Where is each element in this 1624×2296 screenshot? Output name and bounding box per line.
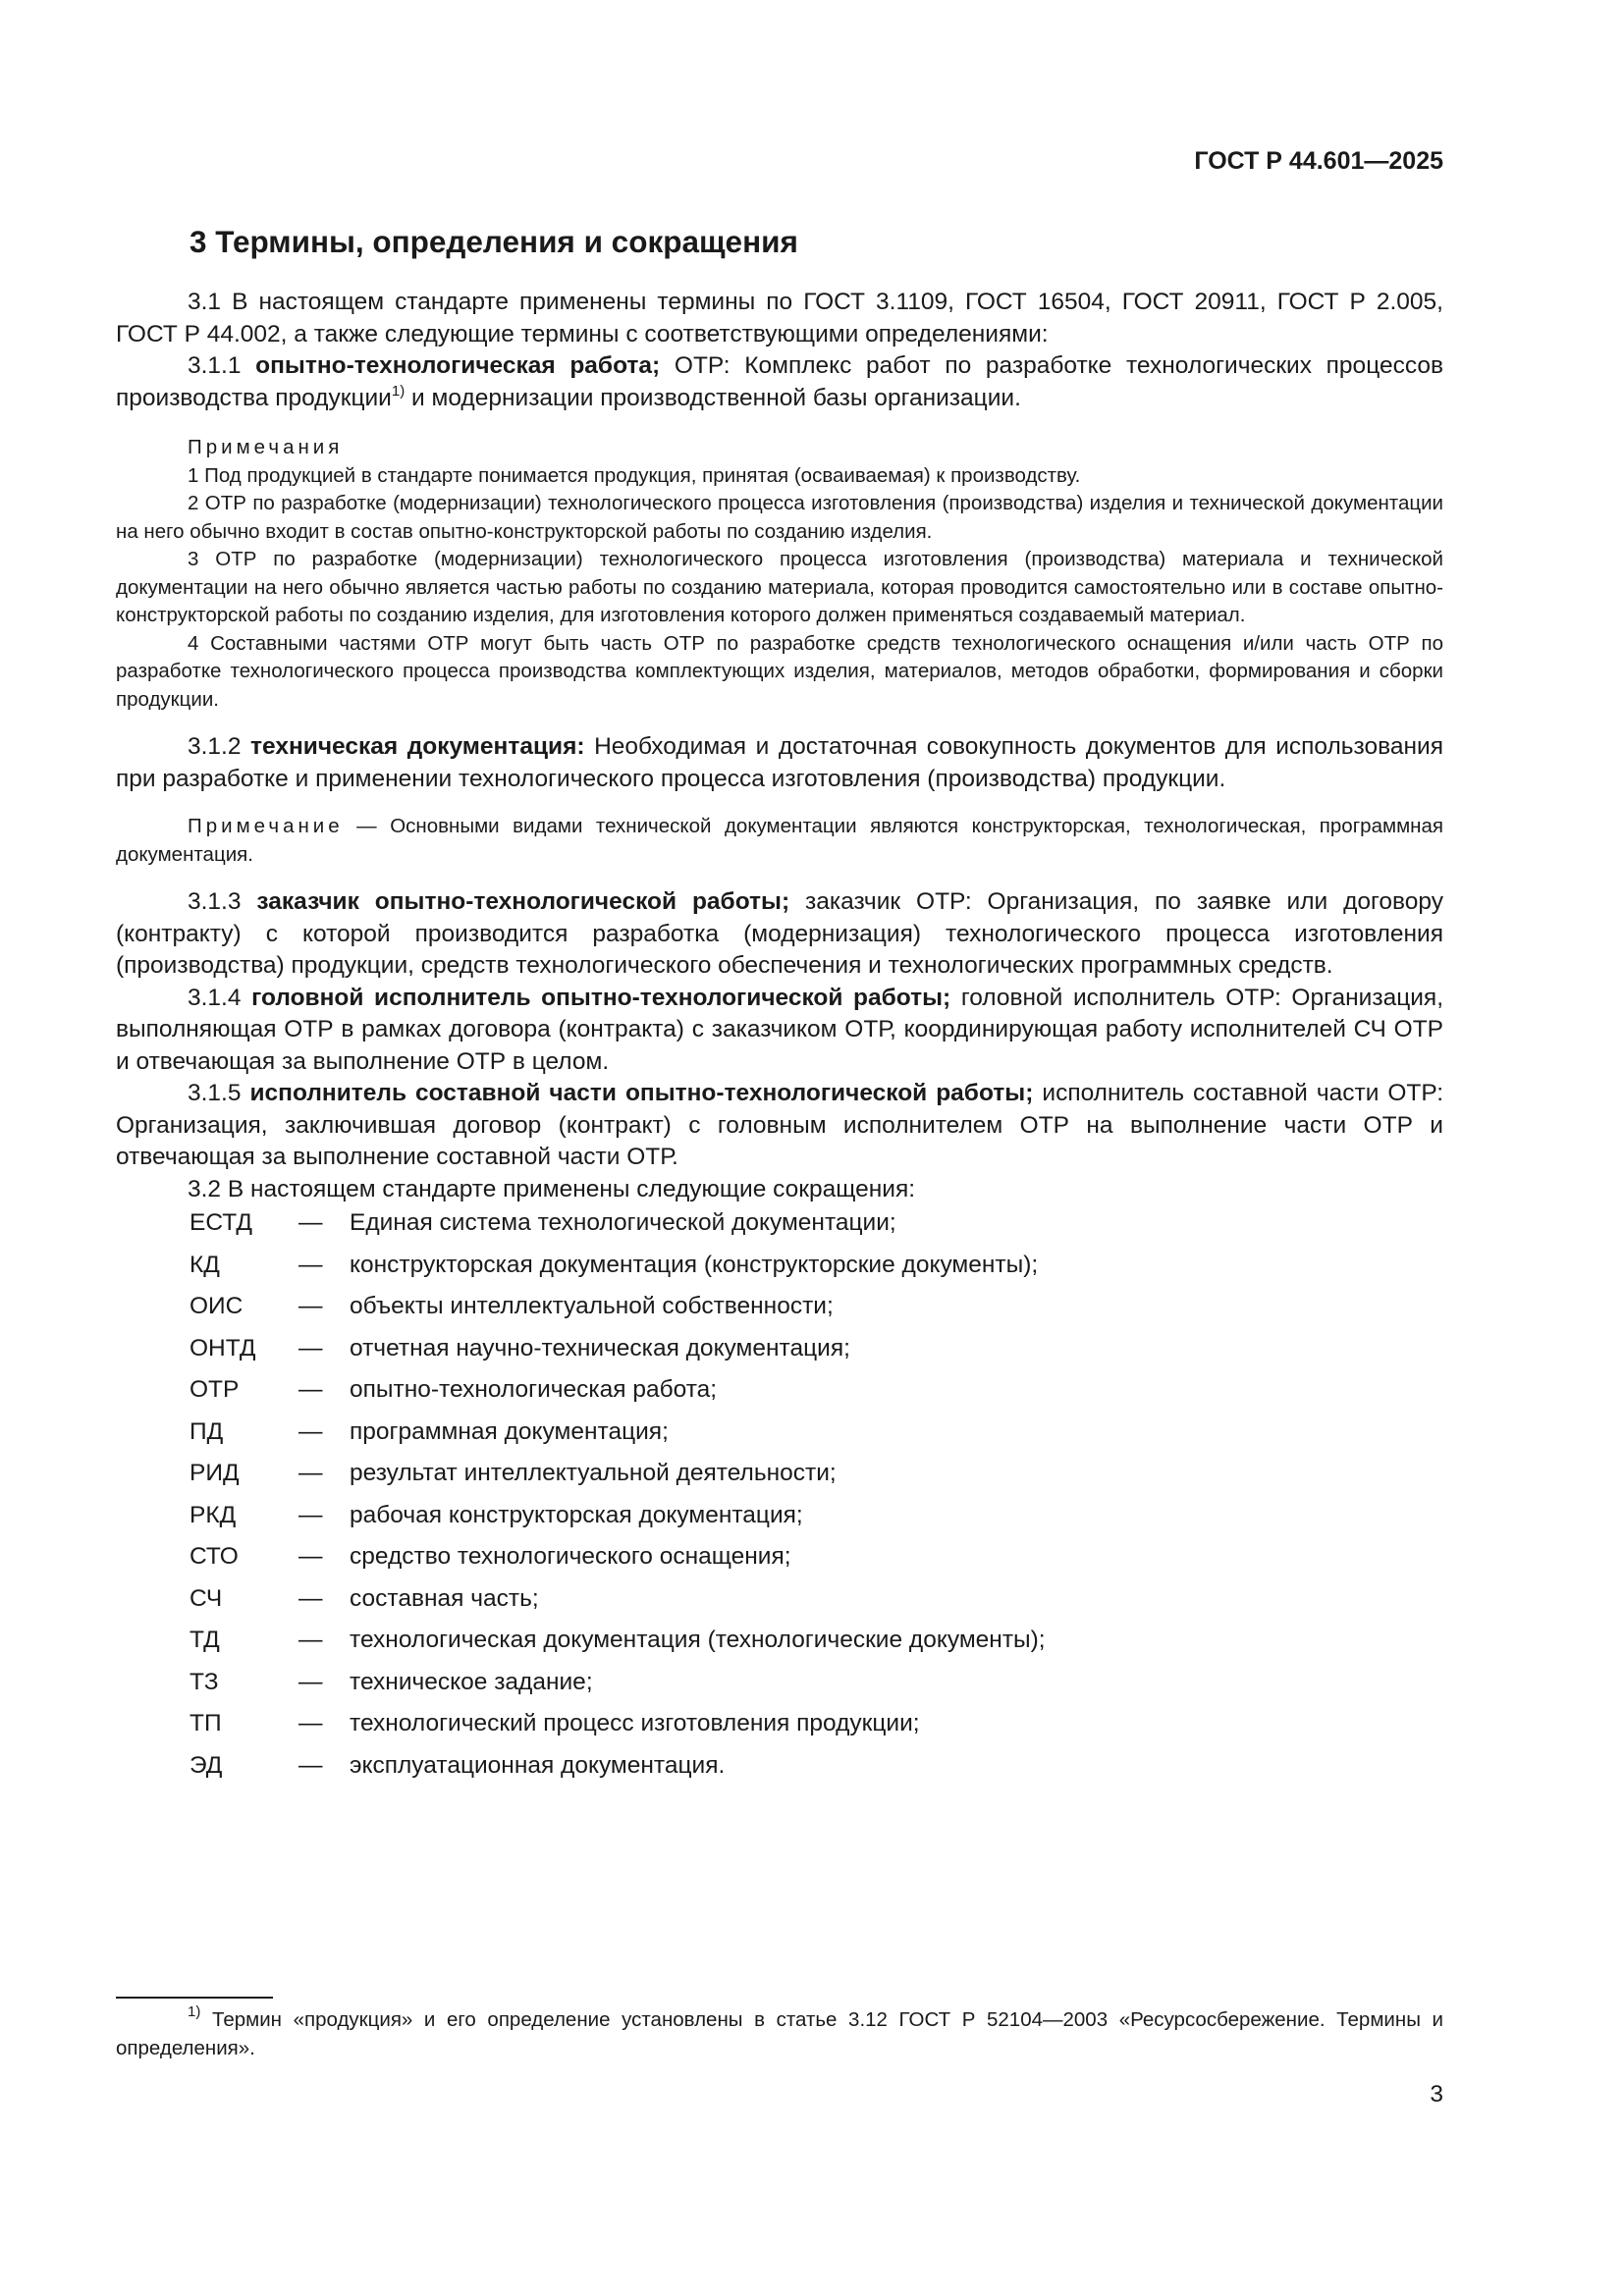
abbreviation-row: [116, 1418, 1443, 1461]
abbreviation-code: ТЗ: [189, 1668, 219, 1695]
term-number: 3.1.3: [188, 888, 257, 915]
abbreviation-row: [116, 1710, 1443, 1752]
abbreviation-row: [116, 1252, 1443, 1294]
abbreviation-definition: технологическая документация (технологические документы);: [350, 1627, 1046, 1653]
abbreviation-row: [116, 1669, 1443, 1711]
note-item: 2 ОТР по разработке (модернизации) технологического процесса изготовления (производства) изделия и технической документации на него обычно входит в состав опытно-конструкторской работы по созданию изделия.: [116, 492, 1443, 543]
paragraph-3-1: 3.1 В настоящем стандарте применены термины по ГОСТ 3.1109, ГОСТ 16504, ГОСТ 20911, ГОСТ Р 2.005, ГОСТ Р 44.002, а также следующие термины с соответствующими определениями:: [116, 289, 1443, 347]
abbreviation-definition: рабочая конструкторская документация;: [350, 1501, 803, 1528]
abbreviation-dash: —: [298, 1376, 323, 1403]
abbreviation-dash: —: [298, 1251, 323, 1278]
abbreviation-dash: —: [298, 1293, 323, 1319]
abbreviation-definition: объекты интеллектуальной собственности;: [350, 1293, 834, 1319]
notes-heading: Примечания: [188, 436, 344, 458]
abbreviation-row: [116, 1627, 1443, 1669]
abbreviation-definition: составная часть;: [350, 1584, 539, 1612]
abbreviation-definition: опытно-технологическая работа;: [350, 1376, 718, 1403]
abbreviation-code: ОНТД: [189, 1334, 256, 1362]
term-number: 3.1.4: [188, 984, 252, 1011]
abbreviation-definition: средство технологического оснащения;: [350, 1543, 791, 1570]
standard-code: ГОСТ Р 44.601—2025: [1194, 147, 1443, 175]
abbreviation-dash: —: [298, 1584, 323, 1612]
abbreviation-dash: —: [298, 1627, 323, 1653]
abbreviation-row: [116, 1752, 1443, 1794]
term-3-1-4: [116, 983, 1443, 1079]
abbreviation-code: ЕСТД: [189, 1209, 252, 1236]
term-name: техническая документация:: [250, 733, 585, 760]
abbreviation-row: [116, 1543, 1443, 1585]
abbreviation-row: [116, 1376, 1443, 1418]
abbreviation-definition: отчетная научно-техническая документация;: [350, 1334, 850, 1362]
note-heading: Примечание: [188, 815, 344, 837]
term-definition: головной исполнитель ОТР: Организация, выполняющая ОТР в рамках договора (контракта) с заказчиком ОТР, координирующая работу исполнителей СЧ ОТР и отвечающая за выполнение ОТР в целом.: [116, 984, 1444, 1075]
term-name: головной исполнитель опытно-технологической работы;: [251, 984, 951, 1011]
term-definition-continued: и модернизации производственной базы организации.: [405, 384, 1021, 411]
abbreviation-dash: —: [298, 1751, 323, 1779]
footnote-text: Термин «продукция» и его определение установлены в статье 3.12 ГОСТ Р 52104—2003 «Ресурсосбережение. Термины и определения».: [116, 2008, 1443, 2059]
term-name: исполнитель составной части опытно-технологической работы;: [249, 1080, 1034, 1106]
abbreviation-row: [116, 1585, 1443, 1628]
note-text: — Основными видами технической документации являются конструкторская, технологическая, программная документация.: [116, 815, 1443, 866]
abbreviation-dash: —: [298, 1501, 323, 1528]
abbreviation-definition: техническое задание;: [350, 1668, 593, 1695]
abbreviation-definition: программная документация;: [350, 1417, 669, 1445]
term-number: 3.1.1: [188, 352, 256, 379]
abbreviation-code: ТП: [189, 1710, 222, 1736]
abbreviation-definition: результат интеллектуальной деятельности;: [350, 1460, 837, 1486]
abbreviation-code: РИД: [189, 1460, 240, 1486]
abbreviation-code: СЧ: [189, 1584, 223, 1612]
abbreviation-code: ОИС: [189, 1293, 244, 1319]
term-3-1-1: [116, 350, 1443, 414]
abbreviation-definition: Единая система технологической документации;: [350, 1209, 896, 1236]
footnote: [116, 2003, 1443, 2062]
term-3-1-3: [116, 886, 1443, 983]
note-3-1-2: [116, 813, 1443, 869]
abbreviation-code: КД: [189, 1251, 220, 1278]
abbreviation-list: [116, 1209, 1443, 1793]
page-number: 3: [1430, 2081, 1443, 2108]
abbreviation-code: ТД: [189, 1627, 220, 1653]
abbreviation-code: ОТР: [189, 1376, 240, 1403]
footnote-divider: [116, 1997, 273, 1999]
abbreviation-dash: —: [298, 1417, 323, 1445]
footnote-mark: 1): [188, 2003, 201, 2020]
note-item: 4 Составными частями ОТР могут быть часть ОТР по разработке средств технологического оснащения и/или часть ОТР по разработке технологического процесса производства комплектующих изделия, материалов, методов обработки, формирования и сборки продукции.: [116, 631, 1443, 711]
abbreviation-row: [116, 1293, 1443, 1335]
abbreviation-row: [116, 1209, 1443, 1252]
term-number: 3.1.5: [188, 1080, 250, 1106]
term-name: заказчик опытно-технологической работы;: [256, 888, 790, 915]
paragraph-3-2: 3.2 В настоящем стандарте применены следующие сокращения:: [188, 1175, 916, 1202]
abbreviation-code: ПД: [189, 1417, 224, 1445]
abbreviation-code: СТО: [189, 1543, 239, 1570]
abbreviation-row: [116, 1502, 1443, 1544]
abbreviation-code: РКД: [189, 1501, 237, 1528]
note-item: 3 ОТР по разработке (модернизации) технологического процесса изготовления (производства) материала и технической документации на него обычно является частью работы по созданию материала, которая проводится самостоятельно или в составе опытно-конструкторской работы по созданию изделия, для изготовления которого должен применяться создаваемый материал.: [116, 548, 1443, 626]
abbreviation-row: [116, 1460, 1443, 1502]
abbreviation-code: ЭД: [189, 1751, 223, 1779]
section-body: [116, 287, 1443, 1793]
term-definition: Необходимая и достаточная совокупность документов для использования при разработке и применении технологического процесса изготовления (производства) продукции.: [116, 733, 1443, 792]
term-name: опытно-технологическая работа;: [255, 352, 661, 379]
abbreviation-definition: технологический процесс изготовления продукции;: [350, 1710, 920, 1736]
abbreviation-row: [116, 1335, 1443, 1377]
abbreviation-dash: —: [298, 1543, 323, 1570]
term-definition: ОТР: Комплекс работ по разработке технологических процессов производства продукции: [116, 352, 1443, 411]
abbreviation-dash: —: [298, 1460, 323, 1486]
term-3-1-2: [116, 731, 1443, 795]
term-number: 3.1.2: [188, 733, 251, 760]
abbreviation-dash: —: [298, 1334, 323, 1362]
notes-3-1-1: [116, 434, 1443, 714]
term-definition: исполнитель составной части ОТР: Организация, заключившая договор (контракт) с головным исполнителем ОТР на выполнение части ОТР и отвечающая за выполнение составной части ОТР.: [116, 1080, 1444, 1170]
term-3-1-5: [116, 1078, 1443, 1174]
footnote-reference[interactable]: 1): [391, 382, 406, 400]
abbreviation-dash: —: [298, 1209, 323, 1236]
abbreviation-dash: —: [298, 1668, 323, 1695]
abbreviation-definition: эксплуатационная документация.: [350, 1751, 726, 1779]
abbreviation-dash: —: [298, 1710, 323, 1736]
abbreviation-definition: конструкторская документация (конструкторские документы);: [350, 1251, 1039, 1278]
term-definition: заказчик ОТР: Организация, по заявке или договору (контракту) с которой производится разработка (модернизация) технологического процесса изготовления (производства) продукции, средств технологического обеспечения и технологических программных средств.: [116, 888, 1444, 979]
section-title: 3 Термины, определения и сокращения: [189, 224, 798, 259]
note-item: 1 Под продукцией в стандарте понимается продукция, принятая (осваиваемая) к производству.: [188, 463, 1081, 487]
